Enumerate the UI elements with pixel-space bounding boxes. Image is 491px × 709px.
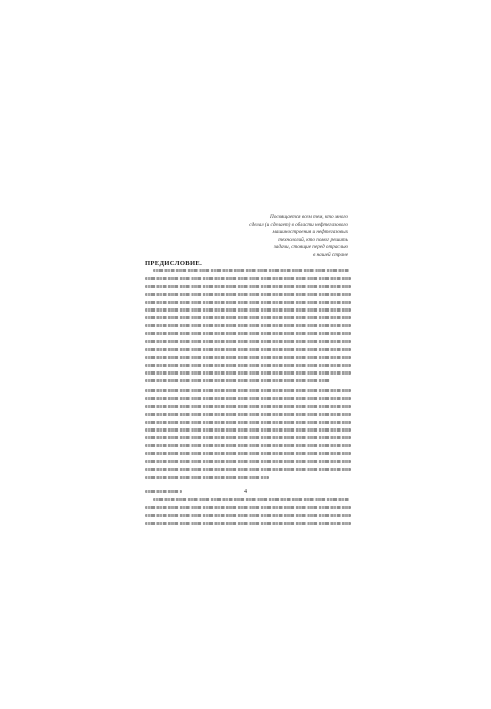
text-line: [145, 460, 351, 463]
section-heading: ПРЕДИСЛОВИЕ.: [145, 260, 203, 267]
text-line: [145, 277, 351, 280]
epigraph-line: задачи, стоящие перед отраслью: [273, 244, 348, 251]
epigraph-line: Посвящается всем тем, кто много: [270, 214, 348, 220]
text-line: [145, 379, 330, 382]
epigraph: [232, 214, 348, 260]
text-line: [145, 324, 351, 327]
text-line: [145, 506, 351, 509]
text-line: [153, 269, 349, 272]
text-line: [145, 436, 351, 439]
text-line: [145, 468, 351, 471]
text-line: [145, 316, 351, 319]
text-line: [145, 490, 182, 493]
text-line: [145, 444, 351, 447]
text-line: [145, 428, 351, 431]
text-line: [145, 522, 351, 525]
epigraph-line: технологий, кто помог решить: [278, 236, 348, 243]
text-line: [145, 421, 351, 424]
text-line: [145, 301, 351, 304]
text-line: [145, 308, 351, 311]
epigraph-line: в нашей стране: [313, 251, 348, 258]
text-line: [145, 514, 351, 517]
text-line: [145, 397, 351, 400]
text-line: [145, 476, 269, 479]
body-paragraph: [145, 389, 351, 489]
text-line: [145, 356, 351, 359]
text-line: [145, 332, 351, 335]
text-line: [145, 364, 351, 367]
epigraph-line: машиностроения и нефтегазовых: [272, 229, 348, 236]
text-line: [145, 371, 351, 374]
body-paragraph: [145, 269, 351, 385]
text-line: [145, 340, 351, 343]
text-line: [153, 498, 349, 501]
text-line: [145, 293, 351, 296]
body-paragraph: [145, 490, 351, 568]
text-line: [145, 389, 351, 392]
text-line: [145, 413, 351, 416]
text-line: [145, 285, 351, 288]
text-line: [145, 452, 351, 455]
text-line: [145, 348, 351, 351]
epigraph-line: сделал (и сделает) в области нефтегазового: [249, 221, 348, 228]
page-number: 4: [244, 489, 247, 495]
text-line: [145, 405, 351, 408]
